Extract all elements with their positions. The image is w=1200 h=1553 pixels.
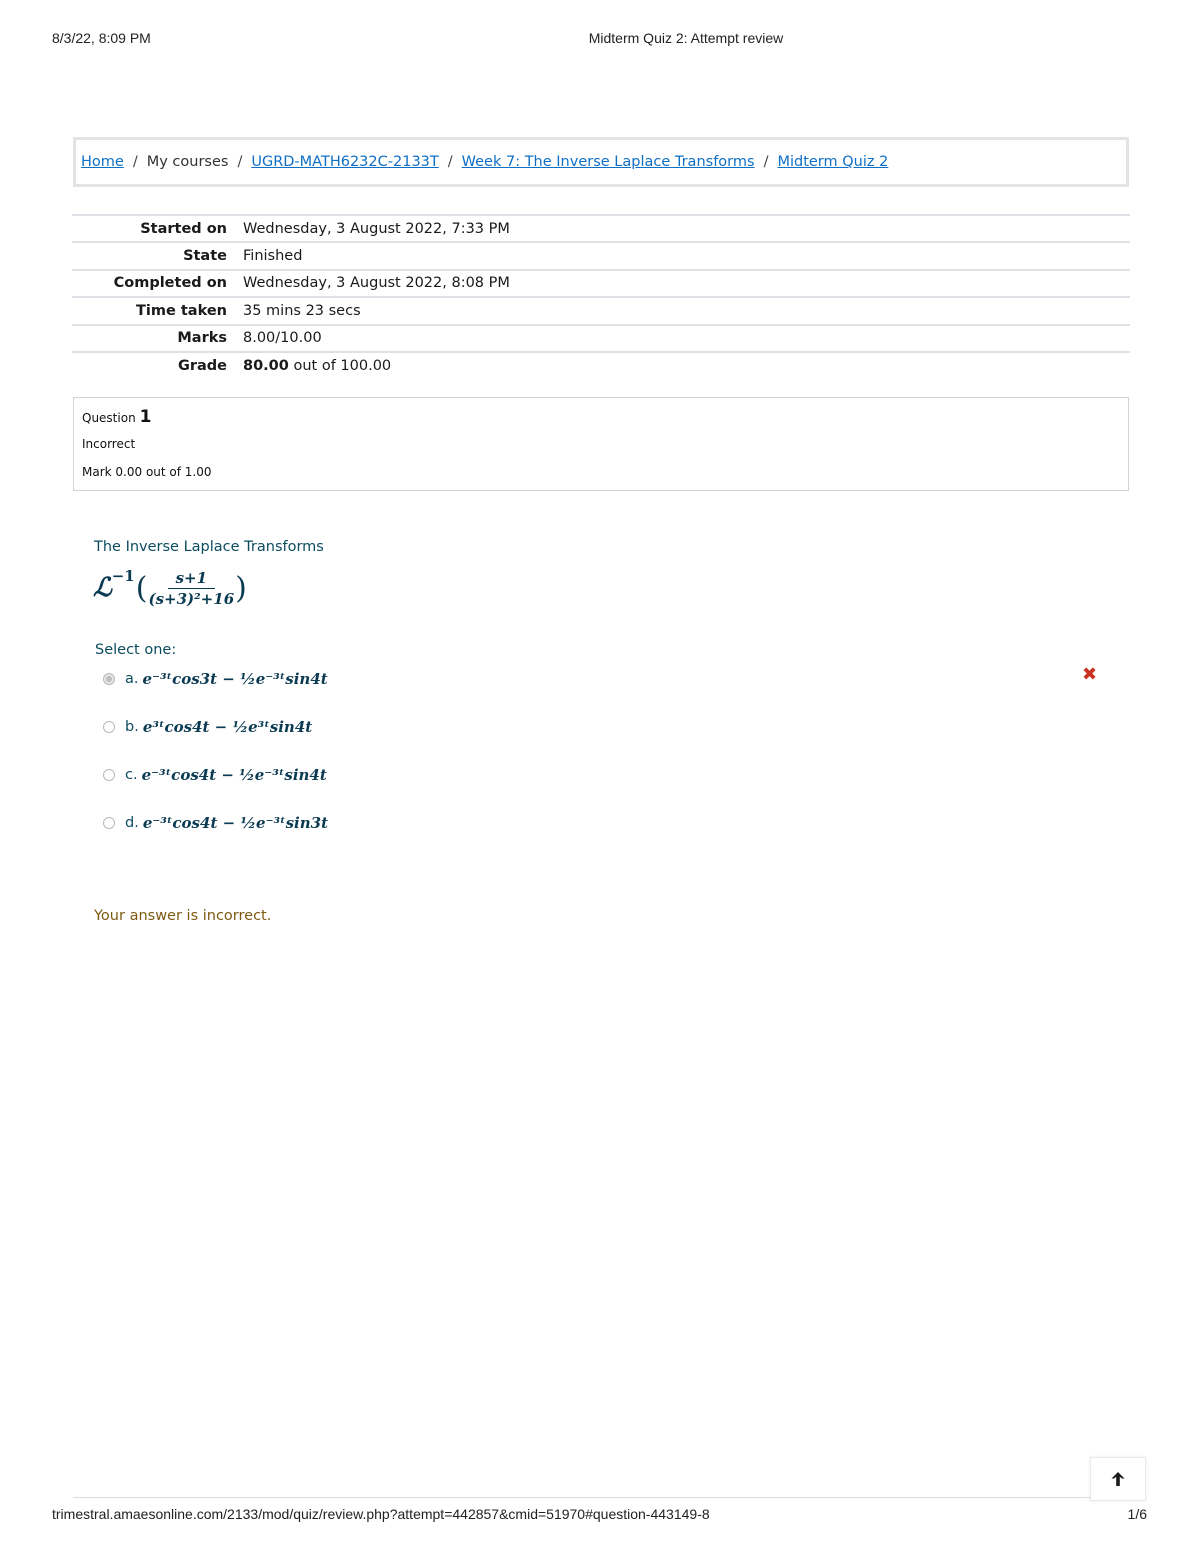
summary-value: 35 mins 23 secs xyxy=(243,302,361,319)
option-expression: e⁻³ᵗcos3t − ½e⁻³ᵗsin4t xyxy=(142,670,328,688)
document-title: Midterm Quiz 2: Attempt review xyxy=(588,30,784,46)
question-mark: Mark 0.00 out of 1.00 xyxy=(82,465,212,479)
summary-value: Finished xyxy=(243,248,303,265)
answer-option-d[interactable] xyxy=(103,814,328,832)
summary-row-completed xyxy=(72,270,1130,297)
answer-feedback: Your answer is incorrect. xyxy=(94,908,272,924)
option-letter: b. xyxy=(125,719,139,735)
arrow-up-icon xyxy=(1110,1471,1126,1487)
breadcrumb-course-link[interactable]: UGRD-MATH6232C-2133T xyxy=(251,154,439,170)
option-letter: c. xyxy=(125,767,138,783)
question-text: The Inverse Laplace Transforms xyxy=(94,539,324,555)
formula-paren-close: ) xyxy=(235,570,247,606)
radio-button[interactable] xyxy=(103,721,115,733)
breadcrumb-my-courses: My courses xyxy=(146,154,229,170)
footer-divider xyxy=(73,1497,1090,1498)
breadcrumb-home-link[interactable]: Home xyxy=(81,154,124,170)
question-state: Incorrect xyxy=(82,437,136,451)
summary-value: Wednesday, 3 August 2022, 7:33 PM xyxy=(243,220,510,237)
breadcrumb xyxy=(73,137,1129,187)
formula-paren-open: ( xyxy=(135,570,148,606)
summary-label: State xyxy=(183,248,227,265)
print-date: 8/3/22, 8:09 PM xyxy=(52,30,151,46)
question-number-value: 1 xyxy=(139,407,152,427)
summary-value xyxy=(243,352,1130,379)
summary-row-grade xyxy=(72,352,1130,379)
summary-value: 8.00/10.00 xyxy=(243,330,322,347)
answer-option-c[interactable] xyxy=(103,766,327,784)
page-url: trimestral.amaesonline.com/2133/mod/quiz/review.php?attempt=442857&cmid=51970#question-443149-8 xyxy=(52,1506,710,1522)
laplace-operator: ℒ xyxy=(93,573,112,603)
question-info-box xyxy=(73,397,1129,491)
breadcrumb-separator: / xyxy=(132,154,138,170)
breadcrumb-week-link[interactable]: Week 7: The Inverse Laplace Transforms xyxy=(461,154,755,170)
page-number: 1/6 xyxy=(1127,1506,1147,1522)
formula-denominator: (s+3)²+16 xyxy=(148,589,235,608)
summary-row-time-taken xyxy=(72,297,1130,324)
answer-option-b[interactable] xyxy=(103,718,312,736)
radio-button[interactable] xyxy=(103,769,115,781)
grade-value: 80.00 xyxy=(243,358,289,375)
summary-row-started xyxy=(72,215,1130,242)
option-letter: d. xyxy=(125,815,139,831)
summary-label: Time taken xyxy=(136,302,227,319)
summary-label: Marks xyxy=(177,330,227,347)
grade-suffix: out of 100.00 xyxy=(293,358,392,375)
breadcrumb-separator: / xyxy=(447,154,453,170)
radio-button-selected[interactable] xyxy=(103,673,115,685)
attempt-summary-table xyxy=(72,214,1130,379)
inverse-power: −1 xyxy=(111,567,135,585)
option-expression: e⁻³ᵗcos4t − ½e⁻³ᵗsin4t xyxy=(141,766,327,784)
select-one-label: Select one: xyxy=(95,642,177,658)
summary-row-state xyxy=(72,242,1130,269)
option-expression: e⁻³ᵗcos4t − ½e⁻³ᵗsin3t xyxy=(142,814,329,832)
question-number xyxy=(82,407,152,427)
x-mark-icon: ✖ xyxy=(1082,664,1098,684)
answer-option-a[interactable] xyxy=(103,670,328,688)
summary-label: Started on xyxy=(140,220,227,237)
summary-label: Grade xyxy=(177,358,227,375)
formula-fraction xyxy=(148,569,234,608)
summary-value: Wednesday, 3 August 2022, 8:08 PM xyxy=(243,275,510,292)
question-label: Question xyxy=(82,411,136,425)
breadcrumb-quiz-link[interactable]: Midterm Quiz 2 xyxy=(777,154,889,170)
back-to-top-button[interactable] xyxy=(1090,1457,1146,1501)
summary-label: Completed on xyxy=(113,275,227,292)
breadcrumb-separator: / xyxy=(237,154,243,170)
formula-numerator: s+1 xyxy=(168,569,215,589)
option-expression: e³ᵗcos4t − ½e³ᵗsin4t xyxy=(142,718,313,736)
summary-row-marks xyxy=(72,325,1130,352)
breadcrumb-separator: / xyxy=(763,154,769,170)
question-formula xyxy=(93,562,248,614)
option-letter: a. xyxy=(125,671,139,687)
radio-button[interactable] xyxy=(103,817,115,829)
